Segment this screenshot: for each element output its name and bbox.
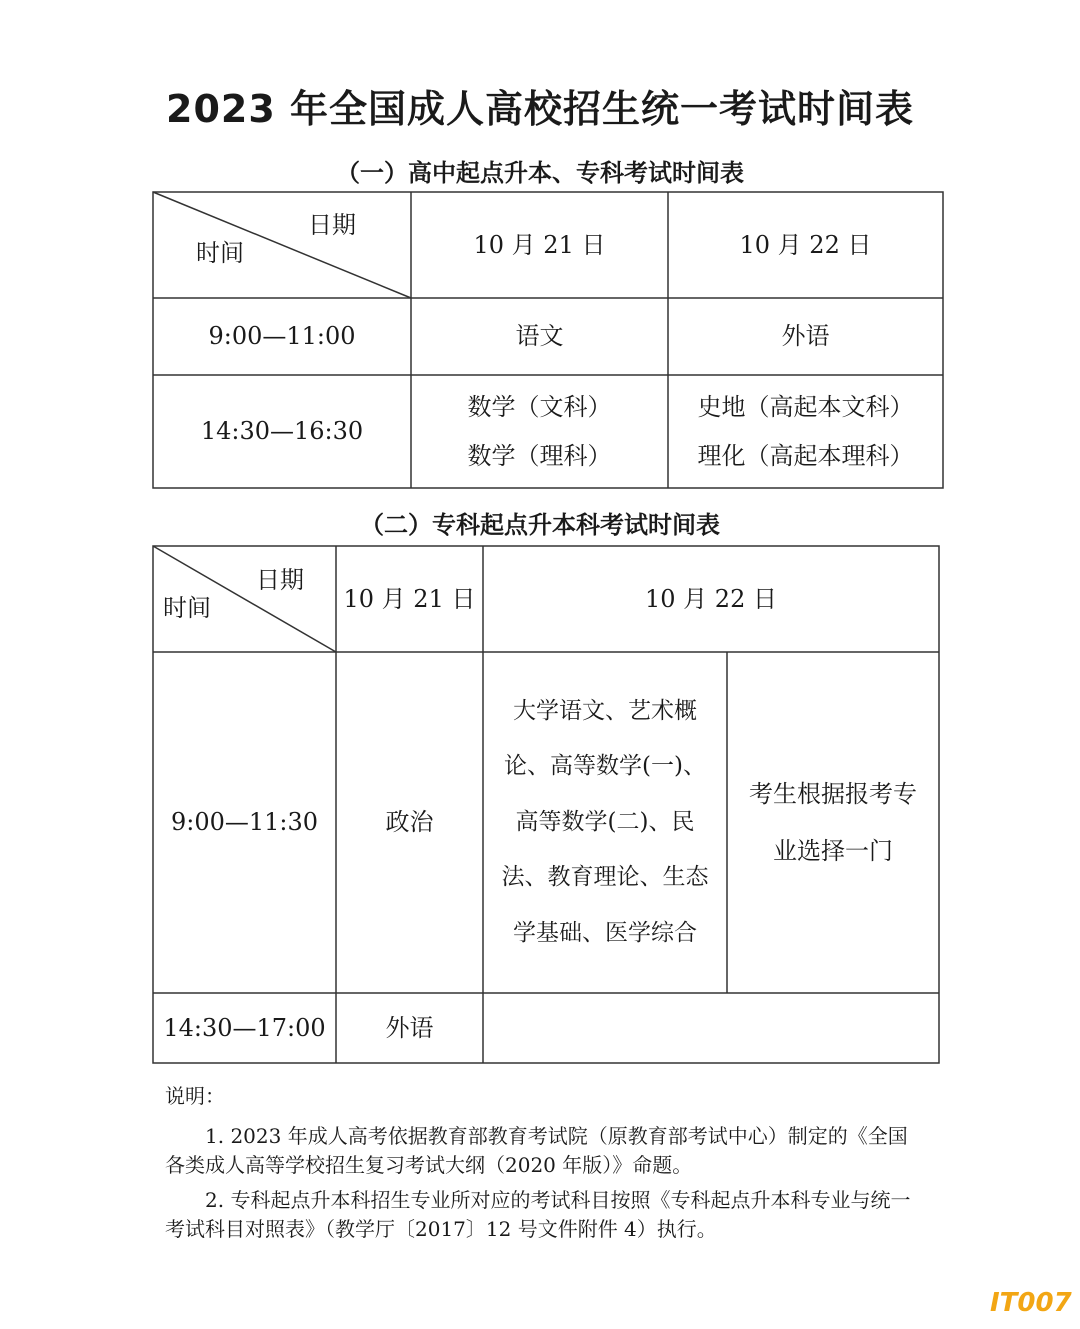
table2-date2-header: 10 月 22 日 xyxy=(645,584,777,613)
table2-row1-date1-subject: 政治 xyxy=(385,808,434,837)
table2-caption: （二）专科起点升本科考试时间表 xyxy=(360,511,720,539)
table2-row2-date1-subject: 外语 xyxy=(385,1013,434,1042)
table1-row1-time: 9:00—11:00 xyxy=(208,322,356,351)
table2-corner-date-label: 日期 xyxy=(256,566,304,594)
table1-row2-date2-subjects xyxy=(668,375,943,488)
subject-list-line: 高等数学(二)、民 xyxy=(515,808,695,835)
table1-row2-date2-line1: 史地（高起本文科） xyxy=(697,392,914,421)
note-item-1: 1. 2023 年成人高考依据教育部教育考试院（原教育部考试中心）制定的《全国各类成人高等学校招生复习考试大纲（2020 年版）》命题。 xyxy=(165,1124,908,1177)
table1-corner-time-label: 时间 xyxy=(196,239,244,267)
table2-row1-time: 9:00—11:30 xyxy=(170,808,319,837)
table1-row2-date1-line2: 数学（理科） xyxy=(467,441,612,470)
subject-list-line: 学基础、医学综合 xyxy=(513,919,697,946)
subject-list-line: 论、高等数学(一)、 xyxy=(504,753,706,780)
table2-row1-date2-subject-list xyxy=(483,652,727,993)
page-title: 2023 年全国成人高校招生统一考试时间表 xyxy=(166,87,914,131)
watermark-logo: IT007 xyxy=(990,1288,1072,1318)
table2-date1-header: 10 月 21 日 xyxy=(343,584,476,613)
table1-row2-date2-line2: 理化（高起本理科） xyxy=(697,441,914,470)
table1-row1-date2-subject: 外语 xyxy=(781,322,830,351)
table1-row2-date1-subjects xyxy=(411,375,668,488)
table1-date2-header: 10 月 22 日 xyxy=(739,230,872,259)
subject-list-line: 大学语文、艺术概 xyxy=(513,697,697,724)
table2-row2-date2-empty xyxy=(483,993,939,1063)
notes-list xyxy=(165,1122,925,1244)
table1-row1-date1-subject: 语文 xyxy=(515,322,564,351)
table2-corner-time-label: 时间 xyxy=(163,594,211,622)
table1-date1-header: 10 月 21 日 xyxy=(473,230,606,259)
notes-label: 说明： xyxy=(165,1084,225,1108)
table1-row2-time: 14:30—16:30 xyxy=(200,417,364,446)
table1-row2-date1-line1: 数学（文科） xyxy=(467,392,612,421)
table2-row1-date2-choice-note xyxy=(727,652,939,993)
note-item-2: 2. 专科起点升本科招生专业所对应的考试科目按照《专科起点升本科专业与统一考试科目对照表》（教学厅〔2017〕12 号文件附件 4）执行。 xyxy=(165,1188,911,1241)
choice-note-line: 考生根据报考专 xyxy=(749,779,917,808)
table2-row2-time: 14:30—17:00 xyxy=(163,1013,326,1042)
table1-caption: （一）高中起点升本、专科考试时间表 xyxy=(336,159,744,187)
table1-corner-date-label: 日期 xyxy=(308,211,356,239)
subject-list-line: 法、教育理论、生态 xyxy=(501,864,709,891)
choice-note-line: 业选择一门 xyxy=(773,836,893,865)
